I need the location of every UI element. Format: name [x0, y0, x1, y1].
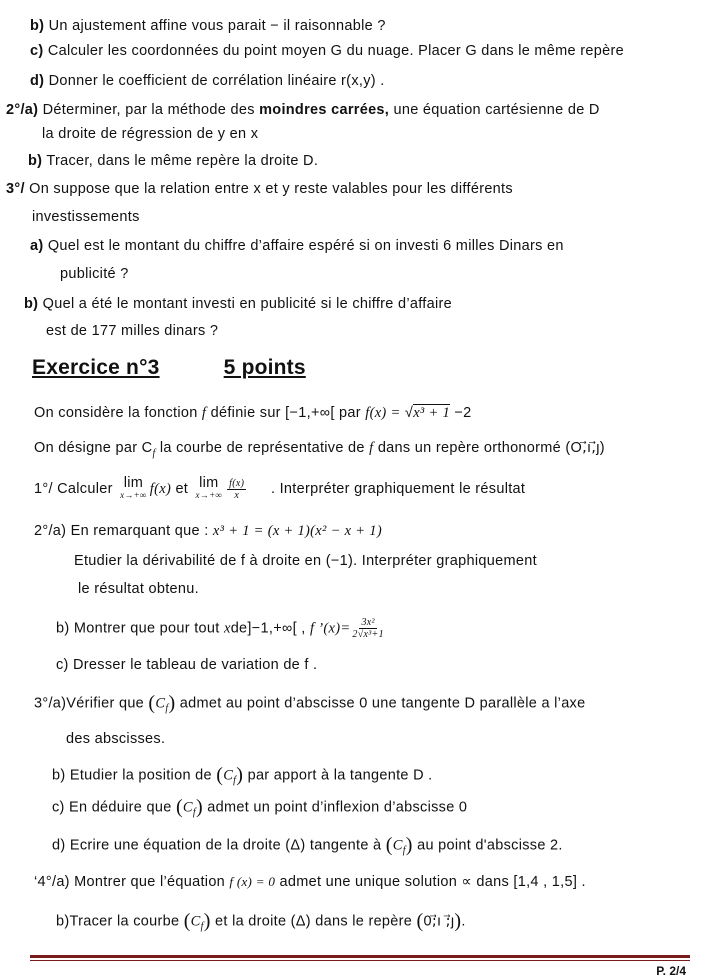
- ex3-q3a-label: 3°/a): [34, 695, 67, 712]
- q1c-text: Calculer les coordonnées du point moyen G du nuage. Placer G dans le même repère: [47, 43, 624, 59]
- q1b-label: b): [30, 18, 45, 34]
- ex3-q3d-b: au point d'abscisse 2.: [417, 837, 563, 854]
- q2a-line: [6, 102, 600, 118]
- footer-rule-thin: [30, 960, 690, 961]
- ex3-q4a-b: admet une unique solution ∝ dans [1,4 , 1,5] .: [279, 874, 586, 890]
- ex3-intro1: [34, 405, 472, 422]
- lim-2: lim x→+∞: [195, 475, 223, 500]
- ex3-q2a-l2: Etudier la dérivabilité de f à droite en (−1). Interpréter graphiquement: [74, 553, 537, 569]
- ex3-q2b-fp: f ’(x)=: [309, 620, 351, 637]
- q2b-line: [28, 153, 318, 169]
- ex3-q3a-b: admet au point d’abscisse 0 une tangente D parallèle a l’axe: [179, 695, 586, 712]
- ex3-q2a-a: En remarquant que :: [70, 523, 209, 539]
- footer-rule-thick: [30, 955, 690, 958]
- ex3-intro2-f: f: [369, 440, 374, 456]
- ex3-q2b-frac: $\frac{\text{3x²}}{\text{2√x³+1}}$: [352, 617, 384, 640]
- q1d-line: [30, 73, 385, 89]
- ex3-q4b-label: b): [56, 913, 70, 930]
- ex3-q2c: [56, 657, 317, 673]
- ex3-q4b-b: et la droite (Δ) dans le repère: [215, 913, 413, 930]
- ex3-q2c-label: c): [56, 657, 69, 673]
- ex3-q4a-eq: f (x) = 0: [229, 874, 276, 889]
- ex3-q1-end: . Interpréter graphiquement le résultat: [270, 480, 526, 497]
- exercise-number: Exercice n°3: [32, 356, 160, 379]
- ex3-q3d-a: Ecrire une équation de la droite (Δ) tangente à: [69, 837, 382, 854]
- ex3-q1: [34, 477, 525, 501]
- sqrt-sign: √: [404, 405, 414, 421]
- q2a-label: 2°/a): [6, 102, 39, 118]
- ex3-q1-label: 1°/: [34, 480, 53, 497]
- ex3-q2a-l3: le résultat obtenu.: [78, 581, 199, 597]
- ex3-intro2: [34, 440, 605, 459]
- ex3-q3d-label: d): [52, 837, 66, 854]
- ex3-q3a-cont: des abscisses.: [66, 731, 166, 747]
- q3-cont: investissements: [32, 209, 140, 225]
- ex3-q3c-label: c): [52, 799, 65, 816]
- ex3-q1-a: Calculer: [57, 480, 113, 497]
- q1d-text: Donner le coefficient de corrélation linéaire r(x,y) .: [48, 73, 385, 89]
- ex3-q1-et: et: [175, 480, 189, 497]
- q3a-label: a): [30, 238, 44, 254]
- ex3-intro1-b: définie sur: [210, 405, 281, 421]
- q3-label: 3°/: [6, 181, 25, 197]
- exercise-title: [32, 356, 306, 380]
- q1c-label: c): [30, 43, 44, 59]
- ex3-intro2-c: dans un repère orthonormé (O,⃗ı,⃗ȷ): [377, 440, 605, 456]
- ex3-q2b-x: x: [223, 620, 231, 637]
- ex3-q2b-b: de]−1,+∞[ ,: [230, 620, 306, 637]
- ex3-intro2-a: On désigne par C: [34, 440, 153, 456]
- ex3-q3b-b: par apport à la tangente D .: [247, 767, 433, 784]
- ex3-q4a-label: ‘4°/a): [34, 874, 70, 890]
- ex3-q3c-b: admet un point d’inflexion d’abscisse 0: [207, 799, 468, 816]
- q3a-text: Quel est le montant du chiffre d’affaire espéré si on investi 6 milles Dinars en: [47, 238, 564, 254]
- ex3-intro1-f: f: [201, 405, 207, 421]
- q2b-label: b): [28, 153, 43, 169]
- ex3-intro2-b: la courbe de représentative de: [159, 440, 365, 456]
- q2b-text: Tracer, dans le même repère la droite D.: [46, 153, 319, 169]
- ex3-q4b-rep: 0;⃗ı ;⃗ȷ: [423, 913, 455, 930]
- q3a-cont: publicité ?: [60, 266, 129, 282]
- q1d-label: d): [30, 73, 45, 89]
- ex3-q1-frac: $\frac{f(x)}{x}$: [229, 477, 245, 501]
- cf-symbol: C: [155, 695, 166, 712]
- q3b-cont: est de 177 milles dinars ?: [46, 323, 219, 339]
- q3b-line: [24, 296, 452, 312]
- q3-line: [6, 181, 513, 197]
- ex3-q3b-label: b): [52, 767, 66, 784]
- ex3-q4b: b)Tracer la courbe $(C_f)$ et la droite (Δ) dans le repère (0;⃗ı ;⃗ȷ).: [56, 910, 466, 933]
- ex3-intro1-end: −2: [454, 405, 472, 421]
- q3b-text: Quel a été le montant investi en publicité si le chiffre d’affaire: [42, 296, 453, 312]
- ex3-intro1-a: On considère la fonction: [34, 405, 198, 421]
- lim-1: lim x→+∞: [120, 475, 147, 500]
- ex3-intro2-sub: f: [152, 447, 156, 459]
- ex3-q3a: 3°/a)Vérifier que $(C_f)$ admet au point d’abscisse 0 une tangente D parallèle a l’axe: [34, 692, 586, 715]
- ex3-q3c-a: En déduire que: [69, 799, 172, 816]
- ex3-q2b: [56, 617, 386, 640]
- ex3-q2c-text: Dresser le tableau de variation de f .: [73, 657, 318, 673]
- ex3-q4a: [34, 874, 586, 890]
- q1c-line: [30, 43, 624, 59]
- ex3-q3a-a: Vérifier que: [66, 695, 145, 712]
- q3-text: On suppose que la relation entre x et y reste valables pour les différents: [29, 181, 513, 197]
- ex3-q4b-a: Tracer la courbe: [69, 913, 180, 930]
- ex3-q2a-label: 2°/a): [34, 523, 67, 539]
- q1b-line: [30, 18, 386, 34]
- ex3-intro1-par: par: [339, 405, 361, 421]
- ex3-intro1-fx: f(x) =: [365, 405, 401, 421]
- ex3-q3c: c) En déduire que $(C_f)$ admet un point d’inflexion d’abscisse 0: [52, 796, 468, 819]
- ex3-intro1-rad: x³ + 1: [413, 405, 451, 421]
- ex3-intro1-interval: [−1,+∞[: [285, 405, 335, 421]
- q2a-bold: moindres carrées,: [259, 102, 390, 118]
- q3b-label: b): [24, 296, 39, 312]
- ex3-q3b: b) Etudier la position de $(C_f)$ par apport à la tangente D .: [52, 764, 433, 787]
- ex3-q3b-a: Etudier la position de: [69, 767, 212, 784]
- q2a-text1: Déterminer, par la méthode des: [42, 102, 255, 118]
- ex3-q1-fx: f(x): [149, 480, 172, 497]
- q3a-line: [30, 238, 564, 254]
- page-number: P. 2/4: [656, 964, 686, 978]
- ex3-q2b-label: b): [56, 620, 70, 637]
- exercise-points: 5 points: [223, 356, 306, 379]
- q2a-cont: la droite de régression de y en x: [42, 126, 259, 142]
- q2a-text2: une équation cartésienne de D: [393, 102, 600, 118]
- q1b-text: Un ajustement affine vous parait − il raisonnable ?: [48, 18, 386, 34]
- ex3-q4a-a: Montrer que l’équation: [74, 874, 226, 890]
- ex3-q2b-a: Montrer que pour tout: [73, 620, 220, 637]
- ex3-q2a: [34, 523, 382, 540]
- ex3-q3d: d) Ecrire une équation de la droite (Δ) tangente à $(C_f)$ au point d'abscisse 2.: [52, 834, 563, 857]
- ex3-q2a-eq: x³ + 1 = (x + 1)(x² − x + 1): [212, 523, 382, 539]
